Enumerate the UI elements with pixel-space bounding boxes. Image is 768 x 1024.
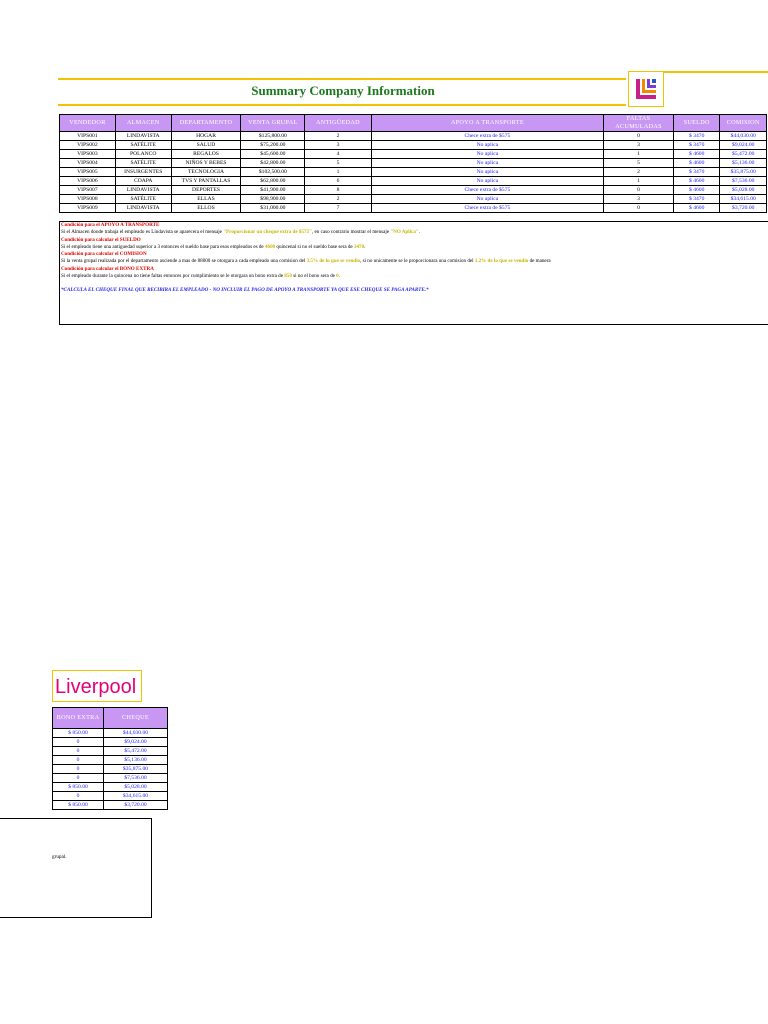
- table-cell: 1: [604, 177, 674, 186]
- table-cell: Chece extra de $575: [371, 204, 604, 213]
- table-cell: POLANCO: [115, 150, 171, 159]
- conditions-panel: [59, 221, 768, 325]
- condition-salary-text: Si el empleado tiene una antiguedad superior a 3 entonces el sueldo base para esos empleados es de 4600 quincenal si no el sueldo base sera de 3470.: [61, 243, 366, 250]
- table-row: [53, 756, 168, 765]
- table-cell: $5,136.00: [104, 756, 168, 765]
- table-row: [53, 783, 168, 792]
- table-cell: 3: [604, 141, 674, 150]
- table-cell: VIPS002: [60, 141, 116, 150]
- employee-table: [59, 114, 767, 213]
- table-cell: 6: [305, 177, 371, 186]
- column-header: VENTA GRUPAL: [241, 115, 305, 132]
- table-cell: 1: [305, 168, 371, 177]
- column-header: ANTIGÜEDAD: [305, 115, 371, 132]
- notes-continued-text: grupal.: [52, 854, 67, 860]
- table-cell: $9,024.00: [720, 141, 767, 150]
- table-cell: VIPS003: [60, 150, 116, 159]
- condition-transport-text: Si el Almacen donde trabaja el empleado es Lindavista se aparecera el mensaje "Proporcionar un cheque extra de $575", en caso contrario mostrar el mensaje "NO Aplica".: [61, 229, 421, 236]
- table-cell: 5: [604, 159, 674, 168]
- condition-commission-title: Condición para calcular el COMISION: [61, 251, 147, 258]
- table-cell: $125,800.00: [241, 132, 305, 141]
- table-row: [60, 177, 767, 186]
- table-cell: VIPS001: [60, 132, 116, 141]
- table-cell: $7,536.00: [104, 774, 168, 783]
- table-cell: 7: [305, 204, 371, 213]
- bottom-rule: [58, 104, 626, 106]
- column-header: APOYO A TRANSPORTE: [371, 115, 604, 132]
- table-cell: $7,536.00: [720, 177, 767, 186]
- table-cell: $ 3470: [673, 168, 720, 177]
- table-cell: SATÉLITE: [115, 141, 171, 150]
- table-cell: $ 4600: [673, 204, 720, 213]
- condition-bonus-text: Si el empleado durante la quincena no tiene faltas entonces por cumplimiento se le otorgara un bono extra de 850 si no el bono sera de 0.: [61, 273, 340, 280]
- table-cell: $5,472.00: [720, 150, 767, 159]
- table-cell: 0: [53, 774, 104, 783]
- table-row: [60, 141, 767, 150]
- column-header: DEPARTAMENTO: [171, 115, 241, 132]
- column-header: COMISION: [720, 115, 767, 132]
- table-row: [60, 132, 767, 141]
- table-cell: $102,500.00: [241, 168, 305, 177]
- table-cell: $ 4600: [673, 150, 720, 159]
- employee-table-header: [60, 115, 767, 132]
- table-cell: $3,720.00: [720, 204, 767, 213]
- table-row: [53, 801, 168, 810]
- table-cell: INSURGENTES: [115, 168, 171, 177]
- table-cell: 0: [53, 756, 104, 765]
- table-cell: No aplica: [371, 159, 604, 168]
- condition-bonus-title: Condición para calcular el BONO EXTRA: [61, 265, 154, 272]
- table-cell: ELLOS: [171, 204, 241, 213]
- cheque-table: [52, 707, 168, 810]
- condition-commission-text: Si la venta grupal realizada por el departamento asciende a mas de 88000 se otorgara a cada empleado una comision del 3.5% de lo que se vendio, si no unicamente se le proporcionara una comision del 1.2% de lo que se vendio de manera: [61, 258, 551, 265]
- table-cell: 2: [604, 168, 674, 177]
- table-cell: VIPS007: [60, 186, 116, 195]
- table-cell: $35,875.00: [720, 168, 767, 177]
- table-cell: $ 3470: [673, 195, 720, 204]
- table-cell: LINDAVISTA: [115, 186, 171, 195]
- table-cell: $45,600.00: [241, 150, 305, 159]
- table-cell: 0: [604, 186, 674, 195]
- table-cell: $ 4600: [673, 159, 720, 168]
- table-row: [53, 774, 168, 783]
- table-cell: $ 3470: [673, 132, 720, 141]
- column-header: ALMACEN: [115, 115, 171, 132]
- table-row: [53, 765, 168, 774]
- table-cell: 4: [305, 150, 371, 159]
- table-cell: 2: [305, 132, 371, 141]
- cheque-table-header: [53, 708, 168, 729]
- table-cell: SALUD: [171, 141, 241, 150]
- table-cell: COAPA: [115, 177, 171, 186]
- table-row: [60, 168, 767, 177]
- logo-mark-icon: [629, 72, 663, 106]
- table-cell: $98,900.00: [241, 195, 305, 204]
- table-row: [60, 204, 767, 213]
- table-row: [60, 159, 767, 168]
- table-cell: $44,030.00: [104, 729, 168, 738]
- table-cell: 0: [53, 738, 104, 747]
- table-cell: 0: [53, 747, 104, 756]
- company-logo-icon: [628, 71, 664, 107]
- table-cell: 0: [53, 765, 104, 774]
- table-cell: $34,615.00: [720, 195, 767, 204]
- table-cell: 2: [305, 195, 371, 204]
- table-cell: $75,200.00: [241, 141, 305, 150]
- table-cell: $35,875.00: [104, 765, 168, 774]
- liverpool-logo: [52, 670, 142, 702]
- condition-transport-title: Condición para el APOYO A TRANSPORTE: [61, 222, 160, 228]
- table-cell: NIÑOS Y BEBES: [171, 159, 241, 168]
- table-cell: $34,615.00: [104, 792, 168, 801]
- table-cell: SATÉLITE: [115, 195, 171, 204]
- table-cell: $42,800.00: [241, 159, 305, 168]
- table-cell: 1: [604, 150, 674, 159]
- table-cell: $ 850.00: [53, 801, 104, 810]
- table-cell: 3: [305, 141, 371, 150]
- table-cell: SATÉLITE: [115, 159, 171, 168]
- column-header: SUELDO: [673, 115, 720, 132]
- table-cell: $5,028.00: [720, 186, 767, 195]
- table-cell: Chece extra de $575: [371, 132, 604, 141]
- table-cell: No aplica: [371, 177, 604, 186]
- table-cell: ELLAS: [171, 195, 241, 204]
- conditions-panel-continued: [0, 818, 152, 918]
- table-cell: $ 4600: [673, 186, 720, 195]
- table-cell: $31,000.00: [241, 204, 305, 213]
- column-header: VENDEDOR: [60, 115, 116, 132]
- table-row: [60, 150, 767, 159]
- table-row: [60, 186, 767, 195]
- table-cell: REGALOS: [171, 150, 241, 159]
- table-cell: $ 4600: [673, 177, 720, 186]
- table-cell: $ 850.00: [53, 783, 104, 792]
- brand-name: Liverpool: [55, 676, 137, 698]
- table-cell: VIPS004: [60, 159, 116, 168]
- table-cell: No aplica: [371, 150, 604, 159]
- liverpool-logo-icon: [52, 670, 142, 702]
- table-cell: No aplica: [371, 195, 604, 204]
- table-row: [53, 747, 168, 756]
- table-cell: No aplica: [371, 141, 604, 150]
- table-cell: $ 3470: [673, 141, 720, 150]
- table-cell: HOGAR: [171, 132, 241, 141]
- table-cell: $5,472.00: [104, 747, 168, 756]
- table-row: [53, 738, 168, 747]
- table-cell: $9,024.00: [104, 738, 168, 747]
- table-row: [60, 195, 767, 204]
- table-cell: $3,720.00: [104, 801, 168, 810]
- table-cell: 0: [604, 204, 674, 213]
- condition-salary-title: Condición para calcular el SUELDO: [61, 236, 141, 243]
- table-cell: DEPORTES: [171, 186, 241, 195]
- table-cell: 3: [604, 195, 674, 204]
- table-cell: VIPS008: [60, 195, 116, 204]
- table-cell: 0: [53, 792, 104, 801]
- table-cell: Chece extra de $575: [371, 186, 604, 195]
- page-title: Summary Company Information: [251, 83, 435, 98]
- table-cell: $41,900.00: [241, 186, 305, 195]
- right-rule: [664, 71, 768, 73]
- table-cell: No aplica: [371, 168, 604, 177]
- table-cell: $62,800.00: [241, 177, 305, 186]
- table-row: [53, 729, 168, 738]
- table-cell: $5,136.00: [720, 159, 767, 168]
- column-header: CHEQUE: [104, 708, 168, 729]
- table-cell: TVS Y PANTALLAS: [171, 177, 241, 186]
- table-cell: LINDAVISTA: [115, 132, 171, 141]
- table-cell: VIPS006: [60, 177, 116, 186]
- final-instruction: *CALCULA EL CHEQUE FINAL QUE RECIBIRA EL EMPLEADO - NO INCLUIR EL PAGO DE APOYO A TRANSPORTE YA QUE ESE CHEQUE SE PAGA APARTE.*: [61, 287, 429, 294]
- column-header: FALTAS ACUMULADAS: [604, 115, 674, 132]
- table-cell: VIPS005: [60, 168, 116, 177]
- table-cell: 0: [604, 132, 674, 141]
- table-row: [53, 792, 168, 801]
- column-header: BONO EXTRA: [53, 708, 104, 729]
- table-cell: 5: [305, 159, 371, 168]
- table-cell: $44,030.00: [720, 132, 767, 141]
- table-cell: $ 850.00: [53, 729, 104, 738]
- table-cell: 8: [305, 186, 371, 195]
- table-cell: TECNOLOGIA: [171, 168, 241, 177]
- table-cell: $5,028.00: [104, 783, 168, 792]
- table-cell: VIPS009: [60, 204, 116, 213]
- table-cell: LINDAVISTA: [115, 204, 171, 213]
